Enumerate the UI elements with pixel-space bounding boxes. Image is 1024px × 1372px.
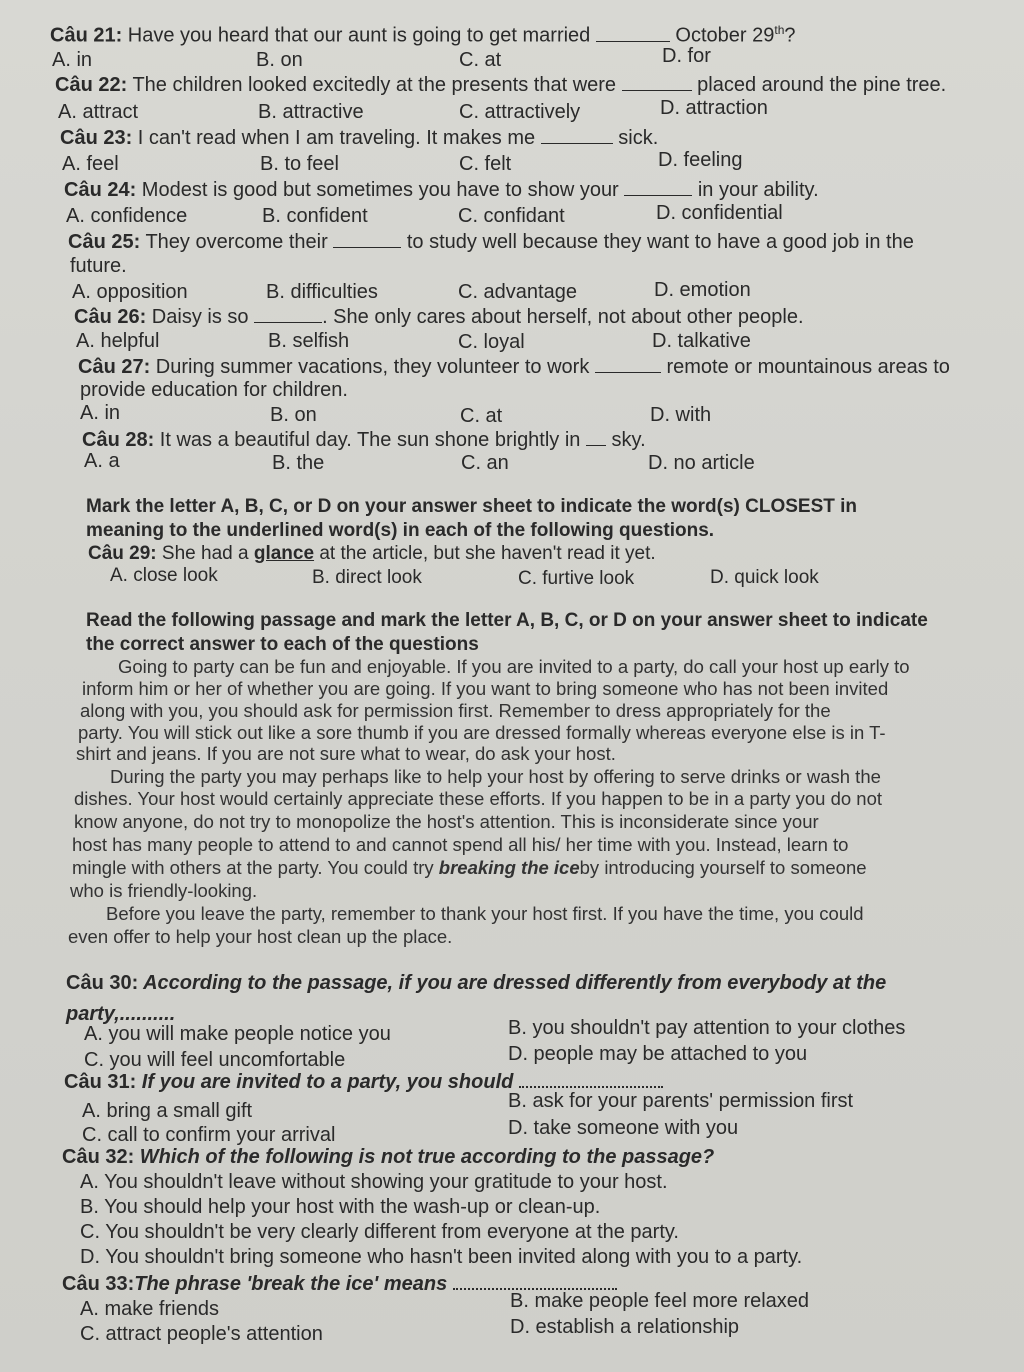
passage-line: During the party you may perhaps like to help your host by offering to serve drinks or wash the [110, 766, 881, 787]
question-27-cont: provide education for children. [80, 379, 348, 401]
question-31: Câu 31: If you are invited to a party, you should [64, 1070, 663, 1094]
passage-line: Before you leave the party, remember to thank your host first. If you have the time, you could [106, 903, 864, 924]
passage-line: inform him or her of whether you are going. If you want to bring someone who has not been invited [82, 678, 889, 699]
option-b: B. make people feel more relaxed [510, 1290, 810, 1312]
option-b: B. you shouldn't pay attention to your clothes [508, 1017, 906, 1039]
question-21: Câu 21: Have you heard that our aunt is going to get married October 29th? [50, 23, 796, 47]
option-c: C. call to confirm your arrival [82, 1124, 336, 1146]
answer-blank [541, 125, 613, 144]
option-d: D. establish a relationship [510, 1316, 740, 1338]
option-a: A. you will make people notice you [84, 1023, 391, 1045]
option-d: D. talkative [652, 330, 751, 352]
instruction-passage-line2: the correct answer to each of the questions [86, 634, 479, 655]
passage-line: who is friendly-looking. [70, 880, 258, 901]
option-a: A. helpful [76, 330, 160, 352]
option-d: D. You shouldn't bring someone who hasn't been invited along with you to a party. [80, 1246, 803, 1268]
option-c: C. attract people's attention [80, 1323, 323, 1345]
option-c: C. confidant [458, 205, 565, 227]
highlighted-phrase: breaking the ice [438, 857, 580, 878]
option-b: B. on [270, 404, 317, 426]
question-number: Câu 29: [88, 543, 157, 564]
option-d: D. no article [648, 452, 755, 474]
question-number: Câu 32: [62, 1146, 135, 1168]
option-b: B. selfish [268, 330, 350, 352]
option-b: B. ask for your parents' permission first [508, 1090, 854, 1112]
option-d: D. feeling [658, 149, 743, 171]
question-number: Câu 25: [68, 231, 141, 253]
question-number: Câu 31: [64, 1071, 137, 1093]
question-22: Câu 22: The children looked excitedly at the presents that were placed around the pine tree. [55, 74, 947, 96]
option-d: D. attraction [660, 97, 768, 119]
question-number: Câu 33: [62, 1273, 135, 1295]
instruction-synonym-line1: Mark the letter A, B, C, or D on your answer sheet to indicate the word(s) CLOSEST in [86, 496, 858, 517]
option-b: B. attractive [258, 101, 364, 123]
passage-line: Going to party can be fun and enjoyable. If you are invited to a party, do call your host up early to [118, 656, 910, 677]
question-30-cont: party,.......... [66, 1003, 176, 1025]
option-a: A. make friends [80, 1298, 219, 1320]
option-d: D. for [662, 45, 711, 67]
option-c: C. attractively [459, 101, 581, 123]
option-a: A. opposition [72, 281, 188, 303]
answer-blank [624, 177, 692, 196]
question-23: Câu 23: I can't read when I am traveling. It makes me sick. [60, 127, 659, 149]
option-b: B. difficulties [266, 281, 378, 303]
option-b: B. the [272, 452, 325, 474]
option-a: A. You shouldn't leave without showing your gratitude to your host. [80, 1171, 668, 1193]
answer-blank [333, 229, 401, 248]
instruction-passage-line1: Read the following passage and mark the letter A, B, C, or D on your answer sheet to indicate [86, 610, 928, 631]
question-26: Câu 26: Daisy is so . She only cares about herself, not about other people. [74, 306, 804, 328]
option-c: C. an [461, 452, 509, 474]
passage-line: even offer to help your host clean up the place. [68, 926, 453, 947]
question-number: Câu 30: [66, 972, 139, 994]
answer-blank [622, 72, 692, 91]
answer-blank [453, 1272, 617, 1290]
question-28: Câu 28: It was a beautiful day. The sun shone brightly in sky. [82, 429, 646, 451]
question-number: Câu 26: [74, 306, 147, 328]
passage-line: host has many people to attend to and cannot spend all his/ her time with you. Instead, learn to [72, 834, 849, 855]
answer-blank [595, 354, 661, 373]
option-b: B. to feel [260, 153, 339, 175]
option-c: C. advantage [458, 281, 577, 303]
question-number: Câu 27: [78, 356, 151, 378]
option-a: A. attract [58, 101, 139, 123]
question-32: Câu 32: Which of the following is not true according to the passage? [62, 1146, 715, 1168]
passage-line: mingle with others at the party. You could try breaking the iceby introducing yourself to someone [72, 857, 867, 878]
passage-line: along with you, you should ask for permission first. Remember to dress appropriately for the [80, 700, 831, 721]
option-a: A. feel [62, 153, 119, 175]
instruction-synonym-line2: meaning to the underlined word(s) in each of the following questions. [86, 520, 715, 541]
option-b: B. confident [262, 205, 368, 227]
question-number: Câu 21: [50, 24, 123, 47]
option-d: D. with [650, 404, 712, 426]
question-29: Câu 29: She had a glance at the article, but she haven't read it yet. [88, 543, 656, 564]
question-number: Câu 22: [55, 74, 128, 96]
option-b: B. on [256, 49, 303, 71]
option-d: D. people may be attached to you [508, 1043, 808, 1065]
answer-blank [519, 1070, 663, 1088]
question-25: Câu 25: They overcome their to study well because they want to have a good job in the [68, 231, 914, 253]
option-a: A. in [52, 49, 93, 71]
question-33: Câu 33:The phrase 'break the ice' means [62, 1272, 617, 1296]
option-a: A. confidence [66, 205, 188, 227]
passage-line: dishes. Your host would certainly appreciate these efforts. If you happen to be in a party you do not [74, 788, 883, 809]
question-number: Câu 24: [64, 179, 137, 201]
question-number: Câu 23: [60, 127, 133, 149]
option-d: D. take someone with you [508, 1117, 739, 1139]
question-30: Câu 30: According to the passage, if you are dressed differently from everybody at the [66, 972, 887, 994]
answer-blank [254, 304, 322, 323]
option-a: A. bring a small gift [82, 1100, 253, 1122]
option-c: C. You shouldn't be very clearly different from everyone at the party. [80, 1221, 679, 1243]
answer-blank [596, 23, 670, 42]
underlined-word: glance [253, 543, 315, 564]
question-25-cont: future. [70, 255, 127, 277]
option-c: C. at [460, 405, 503, 427]
option-d: D. emotion [654, 279, 751, 301]
option-a: A. close look [110, 565, 218, 586]
option-c: C. at [459, 49, 502, 71]
option-a: A. in [80, 402, 121, 424]
option-c: C. you will feel uncomfortable [84, 1049, 346, 1071]
option-a: A. a [84, 450, 120, 472]
question-number: Câu 28: [82, 429, 155, 451]
option-c: C. furtive look [518, 568, 635, 589]
option-c: C. loyal [458, 331, 525, 353]
answer-blank [586, 427, 606, 446]
passage-line: shirt and jeans. If you are not sure what to wear, do ask your host. [76, 743, 616, 764]
option-d: D. quick look [710, 567, 819, 588]
question-27: Câu 27: During summer vacations, they volunteer to work remote or mountainous areas to [78, 356, 950, 378]
option-b: B. You should help your host with the wash-up or clean-up. [80, 1196, 601, 1218]
passage-line: party. You will stick out like a sore thumb if you are dressed formally whereas everyone else is in T- [78, 722, 886, 743]
passage-line: know anyone, do not try to monopolize the host's attention. This is inconsiderate since your [74, 811, 819, 832]
option-c: C. felt [459, 153, 512, 175]
option-d: D. confidential [656, 202, 783, 224]
option-b: B. direct look [312, 567, 422, 588]
question-24: Câu 24: Modest is good but sometimes you have to show your in your ability. [64, 179, 819, 201]
